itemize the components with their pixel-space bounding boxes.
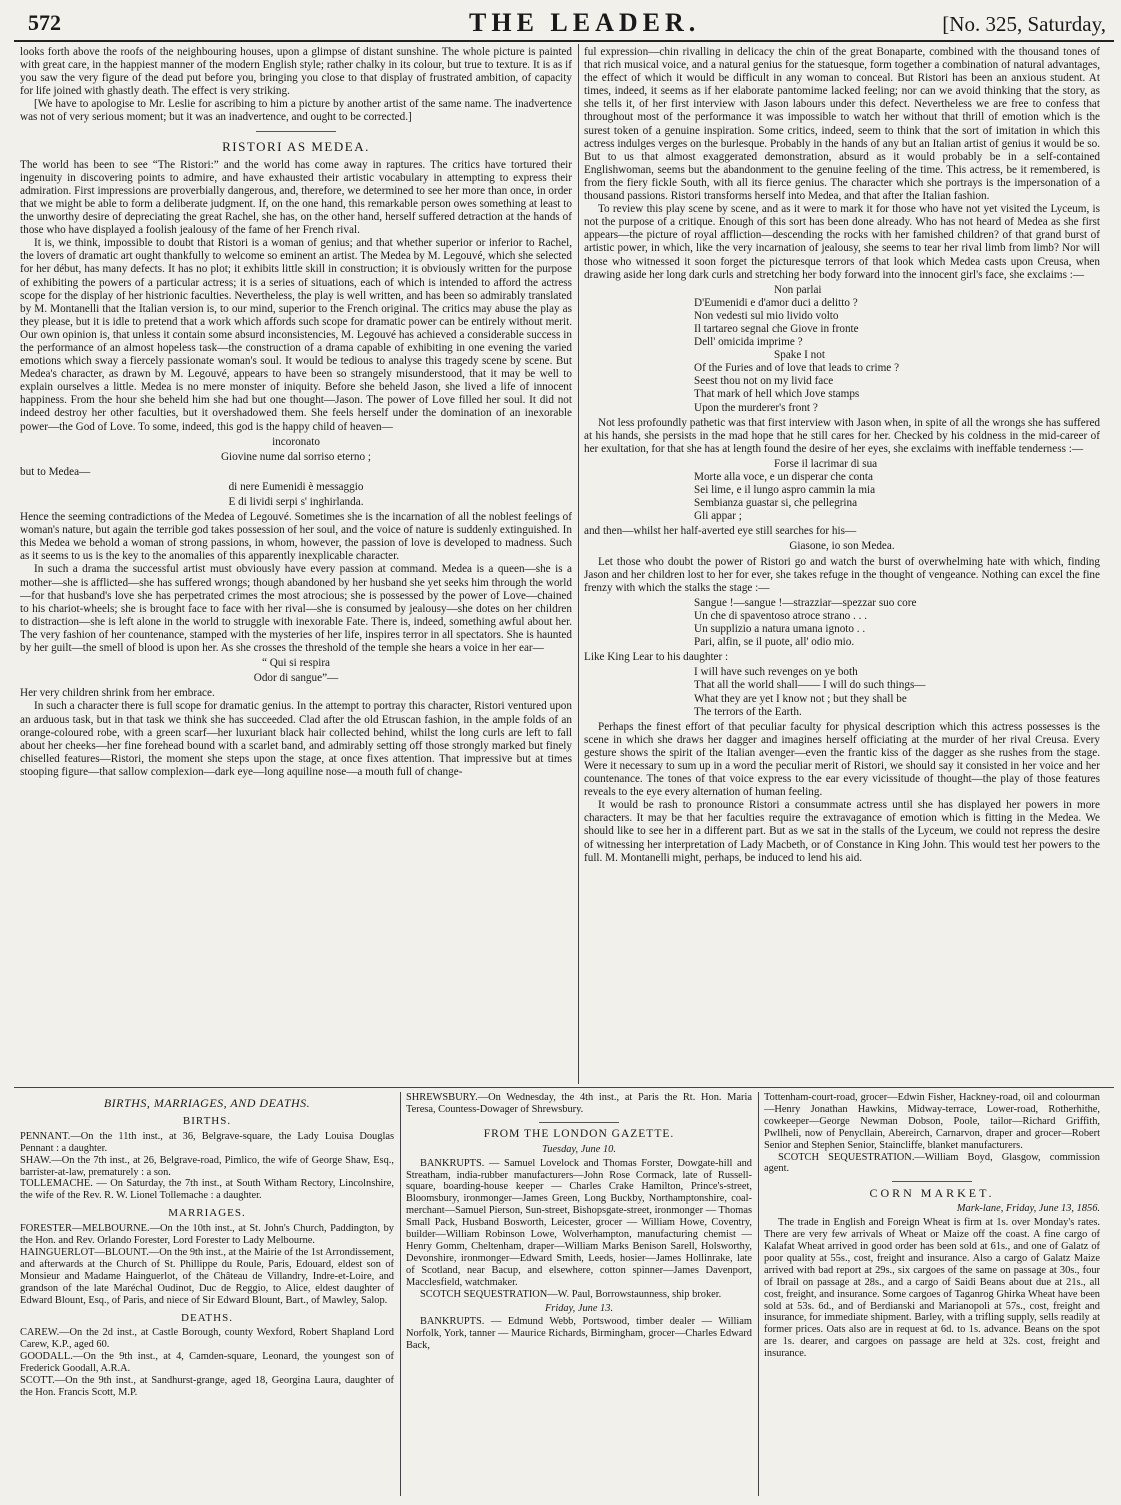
verse-line: Sembianza guastar si, che pellegrina [694,497,858,510]
correction-note: [We have to apologise to Mr. Leslie for ascribing to him a picture by another artist of the same name. The inadvertence was not of very serious moment; but it was an inadvertence, and ought to be corrected.] [20,98,572,124]
article-paragraph: To review this play scene by scene, and as it were to mark it for those who have not yet visited the Lyceum, is not the purpose of a critique. Enough of this sort has been done already. Who has not heard of Medea as she first appears—the picture of royal affliction—descending the rocks with her famished children? of that grand burst of artistic power, in which, like the very incarnation of jealousy, she seems to tear her rival limb from limb? Nor will those who witnessed it soon forget the picturesque terrors of that look which Medea casts upon Creusa, when drawing aside her long dark curls and stretching her body forward into the innocent girl's face, she exclaims :— [584,203,1100,281]
bankrupts-list: BANKRUPTS. — Edmund Webb, Portswood, timber dealer — William Norfolk, York, tanner — Maurice Richards, Birmingham, grocer—Charles Edward Back, [406,1316,752,1352]
verse-line: Odor di sangue”— [253,672,339,685]
verse-line: Upon the murderer's front ? [694,401,818,414]
verse-line: That all the world shall—— I will do such things— [694,679,926,692]
divider-rule [539,1122,619,1123]
article-paragraph: It is, we think, impossible to doubt that Ristori is a woman of genius; and that whether superior or inferior to Rachel, the lovers of dramatic art ought thankfully to welcome so eminent an artist. The Medea by M. Legouvé, which she selected for her début, has many defects. It has no plot; it exhibits little skill in construction; it is obviously written for the purpose of exhibiting the powers of a particular actress; it is a series of situations, each of which is intended to afford the actress scope for the display of her histrionic faculties. Nevertheless, the play is well written, and has been so admirably translated by M. Montanelli that the Italian version is, to our mind, superior to the French original. The critics may abuse the play as they please, but it is idle to pretend that a work which affords such scope for dramatic power can be entirely without merit. Our own opinion is, that unless it contain some absurd inconsistencies, M. Legouvé has achieved a considerable success in the performance of an almost hopeless task—the construction of a drama capable of exhibiting in one evening the varied emotions which sway a fiercely passionate woman's soul. It would be tedious to analyse this tragedy scene by scene. But Medea's character, as drawn by M. Legouvé, appears to have been so strangely misunderstood, that it may be well to explain ourselves a little. Medea is no mere monster of iniquity. Before she beheld Jason, she lived a life of innocent happiness. From the hour she beheld him she had but one thought—Jason. The power of Love filled her soul. It did not indeed destroy her other faculties, but it overshadowed them. She feels herself under the domination of an inexorable power—the God of Love. To some, indeed, this god is the happy child of heaven— [20,237,572,433]
verse-line: Dell' omicida imprime ? [694,336,803,349]
verse-block [694,284,1100,415]
verse-line: Il tartareo segnal che Giove in fronte [694,322,859,335]
article-paragraph: In such a drama the successful artist must obviously have every passion at command. Medea is a queen—she is a mother—she is afflicted—she has suffered wrongs; though abandoned by her husband she yet seeks him through the world—for that husband's love she has perpetrated crimes the most atrocious; she is possessed by the power of Love—chained to his chariot-wheels; she is brought face to face with her rival—she is consumed by jealousy—she dotes on her children to distraction—she is left alone in the world to struggle with inexorable Fate. There is, indeed, something awful about her. The very fashion of her countenance, stamped with the mysteries of her life, inspires terror in all spectators. She is haunted by her guilt—the smell of blood is upon her. As she crosses the threshold of the temple she hears a voice in her ear— [20,563,572,655]
market-report: The trade in English and Foreign Wheat is firm at 1s. over Monday's rates. There are very few arrivals of Wheat or Maize off the coast. A fine cargo of Kalafat Wheat arrived in good order has been sold at 61s., and one of Galatz of poor quality at 55s., cost, freight and insurance. Also a cargo of Galatz Maize arrived with bad report at 29s., six cargoes of the same on passage at 30s., four of Ibrail on passage at 28s., and a cargo of Saidi Beans about due at 21s., all cost, freight, and insurance. Some cargoes of Taganrog Ghirka Wheat have been sold at 53s. 6d., and of Berdianski and Marianopoli at 57s., cost, freight and insurance, for immediate shipment. Barley, with a trifling supply, sells readily at former prices. Oats also are in request at 6d. to 1s. advance. Beans on the spot are 1s. dearer, and cargoes on passage are held at 32s. cost, freight and insurance. [764,1217,1100,1360]
main-column-divider [578,44,579,1084]
verse-line: “ Qui si respira [261,657,331,670]
verse-line: Non vedesti sul mio livido volto [694,309,839,322]
section-heading: CORN MARKET. [869,1186,995,1201]
verse-line: di nere Eumenidi è messaggio [228,480,364,493]
intro-paragraph: looks forth above the roofs of the neighbouring houses, upon a glimpse of distant sunshine. The whole picture is painted with great care, in the happiest manner of the modern English style; rather chalky in its colour, but true to texture. It is as if you saw the very figure of the dead put before you, bringing you close to that display of frustrated ambition, of capacity for life joined with ghastly death. The effect is very striking. [20,46,572,98]
article-heading: RISTORI AS MEDEA. [222,138,370,154]
sequestration-notice: SCOTCH SEQUESTRATION—W. Paul, Borrowstaunness, ship broker. [420,1288,722,1300]
verse-line: E di lividi serpi s' inghirlanda. [228,496,364,508]
notice-entry: FORESTER—MELBOURNE.—On the 10th inst., at St. John's Church, Paddington, by the Hon. and Rev. Orlando Forester, Lord Forester to Lady Melbourne. [20,1223,394,1247]
verse-line: I will have such revenges on ye both [694,666,858,679]
page-number: 572 [28,10,61,35]
divider-rule [256,131,336,132]
corn-market [764,1092,1100,1500]
article-text: Like King Lear to his daughter : [584,651,729,664]
section-heading: FROM THE LONDON GAZETTE. [483,1127,675,1140]
sequestration-notice: SCOTCH SEQUESTRATION.—William Boyd, Glasgow, commission agent. [764,1151,1100,1175]
notice-entry: PENNANT.—On the 11th inst., at 36, Belgrave-square, the Lady Louisa Douglas Pennant : a daughter. [20,1130,394,1154]
verse-block [694,458,1100,523]
article-paragraph: Perhaps the finest effort of that peculiar faculty for physical description which this actress possesses is the scene in which she draws her dagger and imagines herself officiating at the murder of her rival Creusa. Every gesture shows the spirit of the Italian avenger—even the frantic kiss of the dagger as she rushes from the stage. Were it necessary to sum up in a word the peculiar merit of Ristori, we should say it consisted in her voice and her countenance. The tones of that voice express to the ear every vicissitude of thought—the play of those features reveals to the eye every alternation of human feeling. [584,720,1100,799]
verse-line: Of the Furies and of love that leads to crime ? [694,362,900,375]
bankrupts-continuation: Tottenham-court-road, grocer—Edwin Fisher, Hackney-road, oil and colourman—Henry Jonathan Hawkins, Midway-terrace, Lower-road, Rotherhithe, cowkeeper—George Newman Dobson, Poole, tailor—Richard Griffith, Pwllheli, now of Penycllain, Abereirch, Carnarvon, draper and grocer—Robert Senior and Stephen Senior, Staincliffe, blanket manufacturers. [764,1092,1100,1151]
verse-line: Un supplizio a natura umana ignoto . . [694,623,866,636]
verse-line: Sangue !—sangue !—strazziar—spezzar suo core [694,596,917,609]
london-gazette [406,1092,752,1500]
right-article-column [584,46,1100,1086]
verse-line: Sei lime, e il lungo aspro cammin la mia [694,484,876,497]
article-paragraph: Hence the seeming contradictions of the Medea of Legouvé. Sometimes she is the incarnation of all the noblest feelings of woman's nature, but again the terrible god takes possession of her soul, and the voice of nature is suddenly extinguished. In this Medea we behold a woman of strong passions, in whom, however, the passion of love is developed to madness. Such as it seems to us is the key to the anomalies of this apparently inexplicable character. [20,511,572,563]
gazette-date: Friday, June 13. [544,1302,614,1314]
article-paragraph: Let those who doubt the power of Ristori go and watch the burst of overwhelming hate with which, finding Jason and her children lost to her for ever, she takes refuge in the thought of vengeance. Nothing can excel the fine frenzy with which the stalks the stage :— [584,555,1100,594]
article-paragraph: Her very children shrink from her embrace. [20,687,215,700]
notice-entry: TOLLEMACHE. — On Saturday, the 7th inst., at South Witham Rectory, Lincolnshire, the wife of the Rev. R. W. Lionel Tollemache : a daughter. [20,1178,394,1202]
article-text: and then—whilst her half-averted eye still searches for his— [584,525,857,538]
notice-entry: SHREWSBURY.—On Wednesday, the 4th inst., at Paris the Rt. Hon. Maria Teresa, Countess-Dowager of Shrewsbury. [406,1092,752,1115]
notice-entry: HAINGUERLOT—BLOUNT.—On the 9th inst., at the Mairie of the 1st Arrondissement, and afterwards at the Church of St. Phillippe du Roule, Paris, Edouard, eldest son of Monsieur and Madame Hainguerlot, of the Château de Villandry, Indre-et-Loire, and grandson of the late Maréchal Oudinot, Duc de Reggio, to Alice, eldest daughter of Edward Blount, Esq., of Paris, and niece of Sir Edward Blount, Bart., of Mawley, Salop. [20,1246,394,1306]
verse-line: Giovine nume dal sorriso eterno ; [220,450,372,463]
article-paragraph: It would be rash to pronounce Ristori a consummate actress until she has displayed her powers in more characters. It may be that her faculties require the extravagance of emotion which is fitting in the Medea. We should like to see her in a different part. But as we sat in the stalls of the Lyceum, we could not repress the desire of witnessing her interpretation of Lady Macbeth, or of Constance in King John. This would test her powers to the full. M. Montanelli might, perhaps, be induced to lend his aid. [584,799,1100,864]
newspaper-title: THE LEADER. [469,8,701,37]
section-heading: BIRTHS, MARRIAGES, AND DEATHS. [103,1096,311,1110]
notice-entry: SCOTT.—On the 9th inst., at Sandhurst-grange, aged 18, Georgina Laura, daughter of the Hon. Francis Scott, M.P. [20,1375,394,1398]
notice-entry: GOODALL.—On the 9th inst., at 4, Camden-square, Leonard, the youngest son of Frederick Goodall, A.R.A. [20,1351,394,1375]
article-paragraph: Not less profoundly pathetic was that first interview with Jason when, in spite of all the wrongs she has suffered at his hands, she persists in the mad hope that he still cares for her. Checked by his coldness in the mid-career of her exultation, for that she has at length found the desire of her eyes, she exclaims with ineffable tenderness :— [584,416,1100,455]
verse-line: Forse il lacrimar di sua [774,457,878,470]
verse-line: Un che di spaventoso atroce strano . . . [694,609,868,622]
notice-entry: CAREW.—On the 2d inst., at Castle Borough, county Wexford, Robert Shapland Lord Carew, K.P., aged 60. [20,1327,394,1351]
verse-line: The terrors of the Earth. [694,705,802,718]
verse-line: incoronato [272,435,320,448]
notice-entry: SHAW.—On the 7th inst., at 26, Belgrave-road, Pimlico, the wife of George Shaw, Esq., barrister-at-law, prematurely : a son. [20,1154,394,1178]
verse-line: Non parlai [774,283,822,296]
page-header [14,6,1114,42]
verse-block [694,597,1100,649]
lower-column-divider-1 [400,1092,401,1496]
divider-rule [892,1181,972,1182]
verse-line: Pari, alfin, se il puote, all' odio mio. [694,636,855,649]
subsection-label: BIRTHS. [182,1114,232,1127]
article-text: but to Medea— [20,465,91,478]
article-paragraph: In such a character there is full scope for dramatic genius. In the attempt to portray this character, Ristori ventured upon an arduous task, but in that task we think she has succeeded. Clad after the old Etruscan fashion, in the ample folds of an orange-coloured robe, with a green scarf—her luxuriant black hair collected behind, whilst the long curls are left to fall about her cheeks—her fine forehead bound with a scarlet band, and admirably setting off those strongly marked but finely chiselled features—Ristori, the moment she steps upon the stage, at once fixes attention. That impressive but at times stooping figure—that sallow complexion—dark eye—long aquiline nose—a mouth full of change- [20,700,572,778]
verse-line: What they are yet I know not ; but they shall be [694,692,907,705]
verse-block [694,666,1100,718]
births-marriages-deaths [20,1092,394,1500]
subsection-label: MARRIAGES. [168,1207,246,1220]
lower-column-divider-2 [758,1092,759,1496]
verse-line: D'Eumenidi e d'amor duci a delitto ? [694,296,858,309]
section-divider [14,1087,1114,1088]
verse-line: That mark of hell which Jove stamps [694,388,860,401]
verse-line: Seest thou not on my livid face [694,375,834,388]
issue-label: [No. 325, Saturday, [942,12,1106,36]
bankrupts-list: BANKRUPTS. — Samuel Lovelock and Thomas Forster, Dowgate-hill and Streatham, india-rubber manufacturers—John Rose Cormack, late of Russell-square, boarding-house keeper — Charles Crake Hamilton, Prince's-street, Bloomsbury, ironmonger—James Green, Long Buckby, Northamptonshire, coal-merchant—Samuel Pierson, Sun-street, Bishopsgate-street, ironmonger — Thomas Small Pack, Husband Bosworth, Leicester, grocer — William Howe, Coventry, builder—William Robinson Lowe, Wolverhampton, manufacturing chemist —Henry Gomm, Cheltenham, draper—William Marks Benison Sarell, Holsworthy, Devonshire, ironmonger—Edward Smith, Leeds, hosier—James Hollinrake, late of Scotland, near Bacup, and elsewhere, cotton spinner—James Davenport, Macclesfield, watchmaker. [406,1157,752,1288]
subsection-label: DEATHS. [181,1311,233,1324]
verse-line: Morte alla voce, e un disperar che conta [694,471,873,483]
verse-line: Spake I not [774,349,825,362]
gazette-date: Tuesday, June 10. [542,1143,616,1155]
verse-line: Gli appar ; [694,510,742,523]
verse-line: Giasone, io son Medea. [789,540,895,553]
article-paragraph: The world has been to see “The Ristori:” and the world has come away in raptures. The critics have tortured their ingenuity in discovering points to admire, and have exhausted their artistic vocabulary in attempting to express their admiration. First impressions are proverbially dangerous, and, therefore, we determined to see her more than once, in order that we might be able to form a deliberate judgment. If, on the one hand, this remarkable person owes something at least to the unworthy desire of depreciating the great Rachel, she has, on the other hand, herself suffered detraction at the hands of those who have displayed a foolish jealousy of the fame of her French rival. [20,158,572,237]
left-article-column [20,46,572,1086]
article-paragraph: ful expression—chin rivalling in delicacy the chin of the great Bonaparte, combined with the thousand tones of that rich musical voice, and a natural genius for the statuesque, form together a combination of natural advantages, the effect of which it would be difficult in any woman to conceal. But Ristori has been an anxious student. At times, indeed, it seems as if her elaborate pantomime lacked feeling; nor can we avoid thinking that the story, as she tells it, of her first interview with Jason labours under this defect. Nevertheless we are free to confess that throughout most of the performance it was impossible to watch her without that thrill of emotion which is the surest token of a genuine inspiration. Some critics, indeed, seem to think that the sort of imitation in which this actress indulges verges on the burlesque. Probably in the hands of any but an Italian artist of genius it would be so. But to us that almost exaggerated demonstration, absurd as it would probably be in a self-contained Englishwoman, seems but the abandonment to the genuine feeling of the time. This actress, be it remembered, is from the fiery fickle South, with all its fierce genius. The character which she portrays is the impersonation of a thousand passions. Ristori transforms herself into Medea, and that after the Italian fashion. [584,46,1100,203]
market-dateline: Mark-lane, Friday, June 13, 1856. [956,1203,1100,1215]
